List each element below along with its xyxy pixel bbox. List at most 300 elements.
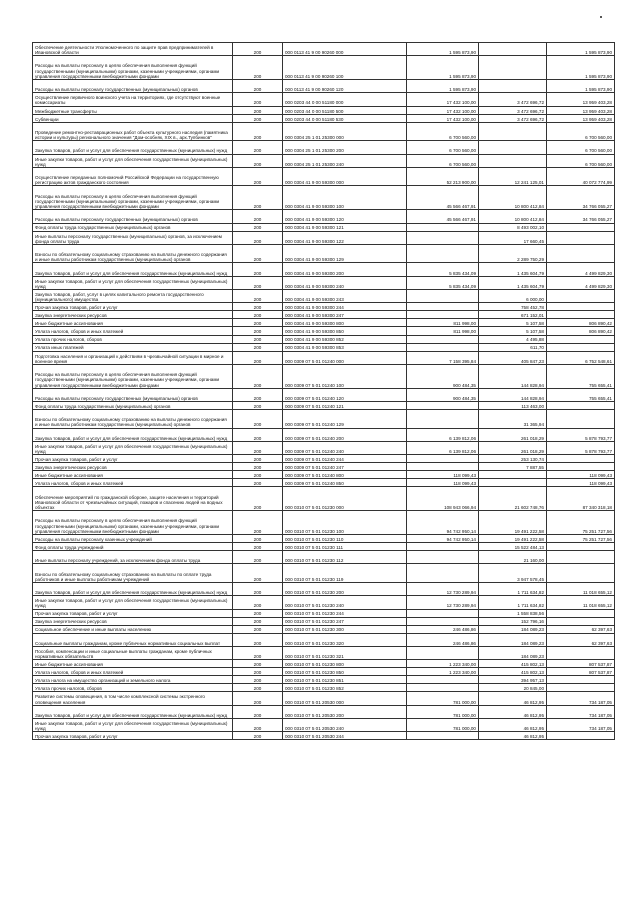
row-line-code: 200	[233, 311, 283, 319]
row-budget-code: 000 0304 41 9 00 59300 800	[283, 319, 407, 327]
row-approved-amount	[407, 684, 479, 692]
row-name: Осуществление переданных полномочий Российской Федерации на государственную регистрацию актов гражданского состояния	[33, 167, 233, 186]
row-line-code: 200	[233, 660, 283, 668]
row-budget-code: 000 0304 41 9 00 59300 121	[283, 223, 407, 231]
row-budget-code: 000 0309 07 5 01 01240 850	[283, 479, 407, 487]
table-row	[33, 660, 615, 668]
row-line-code: 200	[233, 276, 283, 289]
row-approved-amount: 118 099,43	[407, 471, 479, 479]
row-unexecuted-amount	[547, 410, 615, 429]
table-row	[33, 455, 615, 463]
table-row	[33, 676, 615, 684]
row-unexecuted-amount: 40 072 774,99	[547, 167, 615, 186]
row-approved-amount: 900 484,35	[407, 388, 479, 401]
row-name: Иные бюджетные ассигнования	[33, 471, 233, 479]
row-executed-amount: 405 847,23	[479, 351, 547, 364]
row-approved-amount	[407, 455, 479, 463]
row-executed-amount: 3 947 578,45	[479, 564, 547, 583]
row-line-code: 200	[233, 210, 283, 223]
table-row	[33, 732, 615, 740]
row-approved-amount	[407, 303, 479, 311]
row-budget-code: 000 0304 41 9 00 59300 122	[283, 231, 407, 244]
row-name: Закупка энергетических ресурсов	[33, 311, 233, 319]
row-unexecuted-amount	[547, 543, 615, 551]
row-unexecuted-amount: 34 766 055,27	[547, 210, 615, 223]
row-name: Закупка товаров, работ и услуг для обеспечения государственных (муниципальных) нужд	[33, 141, 233, 154]
row-name: Закупка товаров, работ и услуг для обеспечения государственных (муниципальных) нужд	[33, 705, 233, 718]
row-unexecuted-amount	[547, 223, 615, 231]
row-budget-code: 000 0310 07 5 01 01230 119	[283, 564, 407, 583]
row-line-code: 200	[233, 223, 283, 231]
row-approved-amount: 246 486,86	[407, 633, 479, 646]
row-approved-amount	[407, 343, 479, 351]
table-row	[33, 410, 615, 429]
row-line-code: 200	[233, 43, 283, 56]
row-approved-amount	[407, 676, 479, 684]
row-budget-code: 000 0304 41 9 00 59300 100	[283, 186, 407, 210]
row-approved-amount	[407, 311, 479, 319]
row-line-code: 200	[233, 633, 283, 646]
row-executed-amount: 46 812,95	[479, 705, 547, 718]
row-line-code: 200	[233, 551, 283, 564]
row-name: Подготовка населения и организаций к действиям в чрезвычайной ситуации в мирное и военное время	[33, 351, 233, 364]
row-executed-amount: 15 522 484,13	[479, 543, 547, 551]
table-row	[33, 186, 615, 210]
row-executed-amount: 758 452,78	[479, 303, 547, 311]
table-row	[33, 122, 615, 141]
row-approved-amount	[407, 463, 479, 471]
row-unexecuted-amount	[547, 684, 615, 692]
row-name: Развитие системы оповещения, в том числе комплексной системы экстренного оповещения населения	[33, 692, 233, 705]
row-name: Уплата прочих налогов, сборов	[33, 335, 233, 343]
row-name: Межбюджетные трансферты	[33, 106, 233, 114]
row-unexecuted-amount: 11 018 655,12	[547, 596, 615, 609]
row-executed-amount: 46 812,95	[479, 692, 547, 705]
row-name: Пособия, компенсации и иные социальные выплаты гражданам, кроме публичных нормативных обязательств	[33, 646, 233, 659]
row-executed-amount: 46 812,95	[479, 732, 547, 740]
row-approved-amount: 5 835 434,09	[407, 263, 479, 276]
row-name: Уплата налога на имущество организаций и земельного налога	[33, 676, 233, 684]
row-approved-amount	[407, 732, 479, 740]
row-executed-amount: 415 802,13	[479, 668, 547, 676]
row-budget-code: 000 0304 41 9 00 59300 247	[283, 311, 407, 319]
table-row	[33, 596, 615, 609]
row-approved-amount	[407, 290, 479, 303]
table-row	[33, 335, 615, 343]
table-row	[33, 402, 615, 410]
row-approved-amount: 781 000,00	[407, 719, 479, 732]
row-approved-amount: 108 943 066,94	[407, 487, 479, 511]
row-approved-amount: 94 742 950,14	[407, 534, 479, 542]
row-budget-code: 000 0203 44 0 00 51180 500	[283, 106, 407, 114]
row-approved-amount	[407, 564, 479, 583]
row-name: Закупка энергетических ресурсов	[33, 617, 233, 625]
row-unexecuted-amount: 6 700 560,00	[547, 122, 615, 141]
row-name: Уплата налогов, сборов и иных платежей	[33, 479, 233, 487]
row-unexecuted-amount	[547, 244, 615, 263]
row-line-code: 200	[233, 471, 283, 479]
row-approved-amount: 12 730 289,94	[407, 582, 479, 595]
row-unexecuted-amount: 4 499 829,30	[547, 276, 615, 289]
row-name: Взносы по обязательному социальному страхованию на выплаты денежного содержания и иные выплаты работникам государственных (муниципальных) органов	[33, 410, 233, 429]
table-row	[33, 141, 615, 154]
row-approved-amount: 781 000,00	[407, 705, 479, 718]
row-line-code: 200	[233, 402, 283, 410]
row-executed-amount: 1 711 634,82	[479, 596, 547, 609]
row-executed-amount: 1 558 838,56	[479, 609, 547, 617]
table-row	[33, 692, 615, 705]
row-line-code: 200	[233, 319, 283, 327]
table-row	[33, 263, 615, 276]
row-name: Расходы на выплаты персоналу в целях обеспечения выполнения функций государственными (муниципальными) органами, казенными учреждениями, органами управления государственными внебюджетными фондами	[33, 364, 233, 388]
row-line-code: 200	[233, 343, 283, 351]
row-unexecuted-amount	[547, 402, 615, 410]
row-executed-amount: 19 491 222,58	[479, 511, 547, 535]
row-executed-amount: 152 796,16	[479, 617, 547, 625]
row-executed-amount: 261 018,29	[479, 428, 547, 441]
row-approved-amount: 7 158 395,84	[407, 351, 479, 364]
row-unexecuted-amount: 755 655,41	[547, 364, 615, 388]
row-name: Закупка энергетических ресурсов	[33, 463, 233, 471]
row-executed-amount	[479, 43, 547, 56]
row-budget-code: 000 0304 41 9 00 59300 244	[283, 303, 407, 311]
row-line-code: 200	[233, 364, 283, 388]
table-row	[33, 646, 615, 659]
row-executed-amount	[479, 471, 547, 479]
row-unexecuted-amount: 118 099,43	[547, 471, 615, 479]
row-name: Прочая закупка товаров, работ и услуг	[33, 455, 233, 463]
row-executed-amount: 21 160,00	[479, 551, 547, 564]
table-row	[33, 463, 615, 471]
row-budget-code: 000 0304 25 1 01 25300 240	[283, 154, 407, 167]
row-executed-amount: 184 089,23	[479, 633, 547, 646]
table-row	[33, 56, 615, 80]
row-unexecuted-amount: 6 752 548,61	[547, 351, 615, 364]
table-row	[33, 223, 615, 231]
row-budget-code: 000 0310 07 5 01 01230 320	[283, 633, 407, 646]
row-line-code: 200	[233, 351, 283, 364]
row-approved-amount: 811 998,00	[407, 319, 479, 327]
row-line-code: 200	[233, 543, 283, 551]
row-executed-amount: 20 845,00	[479, 684, 547, 692]
row-line-code: 200	[233, 479, 283, 487]
row-executed-amount: 17 660,45	[479, 231, 547, 244]
table-row	[33, 114, 615, 122]
row-unexecuted-amount: 62 397,63	[547, 625, 615, 633]
row-approved-amount: 811 998,00	[407, 327, 479, 335]
row-name: Прочая закупка товаров, работ и услуг	[33, 732, 233, 740]
row-budget-code: 000 0304 41 9 00 59300 120	[283, 210, 407, 223]
row-unexecuted-amount: 734 187,05	[547, 692, 615, 705]
scan-speck	[600, 16, 602, 18]
row-name: Иные выплаты персоналу учреждений, за исключением фонда оплаты труда	[33, 551, 233, 564]
row-unexecuted-amount: 5 878 793,77	[547, 441, 615, 454]
row-line-code: 200	[233, 617, 283, 625]
row-line-code: 200	[233, 167, 283, 186]
row-unexecuted-amount: 34 766 055,27	[547, 186, 615, 210]
row-line-code: 200	[233, 290, 283, 303]
row-line-code: 200	[233, 154, 283, 167]
row-line-code: 200	[233, 455, 283, 463]
row-line-code: 200	[233, 141, 283, 154]
row-budget-code: 000 0310 07 5 01 01230 000	[283, 487, 407, 511]
row-unexecuted-amount	[547, 676, 615, 684]
row-line-code: 200	[233, 441, 283, 454]
row-line-code: 200	[233, 684, 283, 692]
row-approved-amount: 6 700 560,00	[407, 141, 479, 154]
row-budget-code: 000 0310 07 5 01 20530 200	[283, 705, 407, 718]
row-line-code: 200	[233, 646, 283, 659]
row-approved-amount	[407, 609, 479, 617]
row-line-code: 200	[233, 93, 283, 106]
table-row	[33, 93, 615, 106]
row-approved-amount: 12 730 289,94	[407, 596, 479, 609]
table-row	[33, 719, 615, 732]
row-executed-amount: 261 018,29	[479, 441, 547, 454]
row-unexecuted-amount: 6 700 560,00	[547, 154, 615, 167]
row-executed-amount: 394 957,13	[479, 676, 547, 684]
table-row	[33, 487, 615, 511]
row-budget-code: 000 0309 07 5 01 01240 121	[283, 402, 407, 410]
table-row	[33, 441, 615, 454]
row-budget-code: 000 0310 07 5 01 20530 000	[283, 692, 407, 705]
row-executed-amount	[479, 479, 547, 487]
row-approved-amount	[407, 646, 479, 659]
row-unexecuted-amount: 13 959 403,28	[547, 114, 615, 122]
row-line-code: 200	[233, 668, 283, 676]
row-budget-code: 000 0310 07 5 01 20530 244	[283, 732, 407, 740]
row-line-code: 200	[233, 106, 283, 114]
row-executed-amount	[479, 56, 547, 80]
row-budget-code: 000 0310 07 5 01 01230 244	[283, 609, 407, 617]
table-row	[33, 511, 615, 535]
row-budget-code: 000 0304 41 9 00 59300 129	[283, 244, 407, 263]
row-name: Иные закупки товаров, работ и услуг для обеспечения государственных (муниципальных) нужд	[33, 719, 233, 732]
table-row	[33, 617, 615, 625]
row-budget-code: 000 0310 07 5 01 01230 100	[283, 511, 407, 535]
row-executed-amount: 3 472 696,72	[479, 106, 547, 114]
row-executed-amount: 21 602 748,76	[479, 487, 547, 511]
table-row	[33, 582, 615, 595]
row-unexecuted-amount: 62 397,63	[547, 633, 615, 646]
row-executed-amount: 4 495,88	[479, 335, 547, 343]
row-name: Фонд оплаты труда учреждений	[33, 543, 233, 551]
row-name: Взносы по обязательному социальному страхованию на выплаты по оплате труда работников и иные выплаты работникам учреждений	[33, 564, 233, 583]
row-executed-amount: 144 828,94	[479, 388, 547, 401]
row-unexecuted-amount	[547, 732, 615, 740]
row-executed-amount: 12 241 125,01	[479, 167, 547, 186]
row-name: Расходы на выплаты персоналу государственных (муниципальных) органов	[33, 210, 233, 223]
row-name: Уплата налогов, сборов и иных платежей	[33, 668, 233, 676]
row-unexecuted-amount	[547, 343, 615, 351]
expenditure-table	[32, 42, 615, 740]
row-approved-amount: 246 486,86	[407, 625, 479, 633]
row-approved-amount	[407, 543, 479, 551]
row-budget-code: 000 0309 07 5 01 01240 247	[283, 463, 407, 471]
row-executed-amount: 31 365,94	[479, 410, 547, 429]
table-row	[33, 479, 615, 487]
row-line-code: 200	[233, 511, 283, 535]
row-name: Прочая закупка товаров, работ и услуг	[33, 609, 233, 617]
row-name: Иные бюджетные ассигнования	[33, 660, 233, 668]
row-name: Обеспечение деятельности Уполномоченного по защите прав предпринимателей в Ивановской области	[33, 43, 233, 56]
row-line-code: 200	[233, 596, 283, 609]
row-budget-code: 000 0310 07 5 01 01230 247	[283, 617, 407, 625]
row-name: Расходы на выплаты персоналу в целях обеспечения выполнения функций государственными (муниципальными) органами, казенными учреждениями, органами управления государственными внебюджетными фондами	[33, 186, 233, 210]
row-executed-amount: 611,70	[479, 343, 547, 351]
row-approved-amount: 1 595 873,90	[407, 43, 479, 56]
row-unexecuted-amount: 13 959 403,28	[547, 106, 615, 114]
row-name: Обеспечение мероприятий по гражданской обороне, защите населения и территорий Ивановской области от чрезвычайных ситуаций, пожаров и спасению людей на водных объектах	[33, 487, 233, 511]
row-unexecuted-amount: 75 251 727,56	[547, 534, 615, 542]
row-unexecuted-amount	[547, 335, 615, 343]
row-executed-amount: 3 472 696,72	[479, 93, 547, 106]
row-line-code: 200	[233, 625, 283, 633]
row-approved-amount: 94 742 950,14	[407, 511, 479, 535]
row-name: Иные закупки товаров, работ и услуг для обеспечения государственных (муниципальных) нужд	[33, 596, 233, 609]
row-line-code: 200	[233, 692, 283, 705]
row-approved-amount: 52 213 900,00	[407, 167, 479, 186]
row-budget-code: 000 0310 07 5 01 01230 112	[283, 551, 407, 564]
row-budget-code: 000 0304 41 9 00 59300 000	[283, 167, 407, 186]
row-name: Иные выплаты персоналу государственных (муниципальных) органов, за исключением фонда оплаты труда	[33, 231, 233, 244]
row-approved-amount	[407, 551, 479, 564]
table-row	[33, 471, 615, 479]
row-executed-amount	[479, 80, 547, 93]
row-name: Взносы по обязательному социальному страхованию на выплаты денежного содержания и иные выплаты работникам государственных (муниципальных) органов	[33, 244, 233, 263]
row-approved-amount: 1 595 873,90	[407, 56, 479, 80]
row-approved-amount	[407, 617, 479, 625]
row-executed-amount: 144 828,94	[479, 364, 547, 388]
row-unexecuted-amount: 5 878 793,77	[547, 428, 615, 441]
row-budget-code: 000 0309 07 5 01 01240 120	[283, 388, 407, 401]
table-row	[33, 364, 615, 388]
row-line-code: 200	[233, 303, 283, 311]
row-approved-amount	[407, 223, 479, 231]
row-budget-code: 000 0310 07 5 01 01230 321	[283, 646, 407, 659]
row-budget-code: 000 0310 07 5 01 01230 851	[283, 676, 407, 684]
row-budget-code: 000 0203 44 0 00 51180 000	[283, 93, 407, 106]
row-budget-code: 000 0309 07 5 01 01240 244	[283, 455, 407, 463]
row-unexecuted-amount: 11 018 655,12	[547, 582, 615, 595]
table-row	[33, 276, 615, 289]
row-executed-amount: 10 800 412,84	[479, 210, 547, 223]
table-row	[33, 633, 615, 646]
table-row	[33, 43, 615, 56]
row-budget-code: 000 0310 07 5 01 20530 240	[283, 719, 407, 732]
row-unexecuted-amount: 806 890,42	[547, 319, 615, 327]
row-approved-amount: 1 223 340,00	[407, 668, 479, 676]
row-executed-amount: 7 887,55	[479, 463, 547, 471]
table-row	[33, 290, 615, 303]
row-approved-amount: 6 700 560,00	[407, 154, 479, 167]
table-row	[33, 351, 615, 364]
row-budget-code: 000 0113 41 9 00 90260 100	[283, 56, 407, 80]
row-budget-code: 000 0304 41 9 00 59300 240	[283, 276, 407, 289]
row-name: Проведение ремонтно-реставрационных работ объекта культурного наследия (памятника истории и культуры) регионального значения "Дом-особняк, XIX в., арх.Тупбинков"	[33, 122, 233, 141]
row-approved-amount: 45 566 467,91	[407, 210, 479, 223]
row-executed-amount: 5 107,58	[479, 319, 547, 327]
row-unexecuted-amount: 1 595 873,90	[547, 80, 615, 93]
row-budget-code: 000 0310 07 5 01 01230 852	[283, 684, 407, 692]
table-row	[33, 106, 615, 114]
table-row	[33, 319, 615, 327]
row-budget-code: 000 0309 07 5 01 01240 129	[283, 410, 407, 429]
row-executed-amount: 3 472 696,72	[479, 114, 547, 122]
row-approved-amount	[407, 402, 479, 410]
row-approved-amount: 5 835 434,09	[407, 276, 479, 289]
row-executed-amount: 113 463,00	[479, 402, 547, 410]
row-budget-code: 000 0310 07 5 01 01230 111	[283, 543, 407, 551]
row-line-code: 200	[233, 534, 283, 542]
row-name: Закупка товаров, работ и услуг для обеспечения государственных (муниципальных) нужд	[33, 582, 233, 595]
row-unexecuted-amount: 1 595 873,90	[547, 43, 615, 56]
row-budget-code: 000 0304 25 1 01 25300 200	[283, 141, 407, 154]
row-budget-code: 000 0304 25 1 01 25300 000	[283, 122, 407, 141]
row-executed-amount: 253 130,74	[479, 455, 547, 463]
row-name: Иные закупки товаров, работ и услуг для обеспечения государственных (муниципальных) нужд	[33, 154, 233, 167]
table-row	[33, 154, 615, 167]
row-line-code: 200	[233, 609, 283, 617]
row-budget-code: 000 0304 41 9 00 59300 243	[283, 290, 407, 303]
row-unexecuted-amount: 4 499 829,30	[547, 263, 615, 276]
row-budget-code: 000 0113 41 9 00 90260 120	[283, 80, 407, 93]
row-line-code: 200	[233, 231, 283, 244]
row-budget-code: 000 0203 44 0 00 51180 530	[283, 114, 407, 122]
row-line-code: 200	[233, 564, 283, 583]
row-executed-amount: 5 107,58	[479, 327, 547, 335]
row-line-code: 200	[233, 263, 283, 276]
row-budget-code: 000 0309 07 5 01 01240 100	[283, 364, 407, 388]
row-unexecuted-amount: 734 187,05	[547, 705, 615, 718]
table-row	[33, 303, 615, 311]
row-name: Закупка товаров, работ и услуг для обеспечения государственных (муниципальных) нужд	[33, 428, 233, 441]
row-line-code: 200	[233, 428, 283, 441]
row-line-code: 200	[233, 244, 283, 263]
row-name: Уплата прочих налогов, сборов	[33, 684, 233, 692]
row-executed-amount: 8 493 002,10	[479, 223, 547, 231]
table-row	[33, 668, 615, 676]
row-name: Закупка товаров, работ, услуг в целях капитального ремонта государственного (муниципального) имущества	[33, 290, 233, 303]
row-name: Иные бюджетные ассигнования	[33, 319, 233, 327]
row-unexecuted-amount: 75 251 727,56	[547, 511, 615, 535]
table-row	[33, 609, 615, 617]
table-row	[33, 543, 615, 551]
row-name: Социальное обеспечение и иные выплаты населению	[33, 625, 233, 633]
row-line-code: 200	[233, 582, 283, 595]
row-approved-amount: 17 432 100,00	[407, 114, 479, 122]
row-unexecuted-amount: 755 655,41	[547, 388, 615, 401]
table-row	[33, 534, 615, 542]
row-approved-amount	[407, 231, 479, 244]
row-unexecuted-amount: 807 537,87	[547, 668, 615, 676]
row-unexecuted-amount	[547, 646, 615, 659]
row-name: Расходы на выплаты персоналу в целях обеспечения выполнения функций государственными (муниципальными) органами, казенными учреждениями, органами управления государственными внебюджетными фондами	[33, 56, 233, 80]
row-approved-amount: 900 484,35	[407, 364, 479, 388]
row-line-code: 200	[233, 80, 283, 93]
row-name: Прочая закупка товаров, работ и услуг	[33, 303, 233, 311]
table-row	[33, 705, 615, 718]
table-row	[33, 231, 615, 244]
row-line-code: 200	[233, 705, 283, 718]
row-line-code: 200	[233, 56, 283, 80]
table-row	[33, 684, 615, 692]
row-unexecuted-amount: 87 340 318,18	[547, 487, 615, 511]
row-unexecuted-amount	[547, 231, 615, 244]
row-line-code: 200	[233, 719, 283, 732]
row-unexecuted-amount	[547, 303, 615, 311]
table-row	[33, 343, 615, 351]
